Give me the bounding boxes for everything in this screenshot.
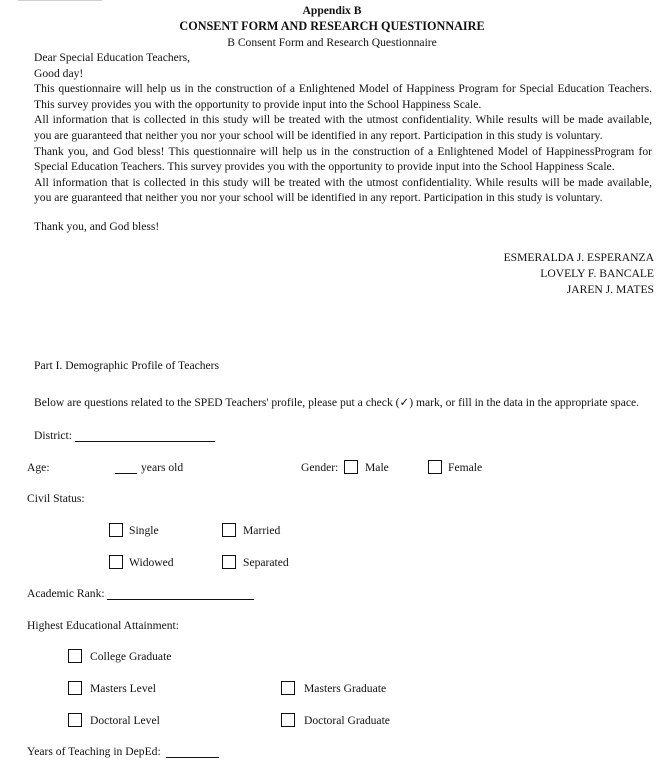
gender-label: Gender: [301,461,339,474]
edu-masters-graduate-label: Masters Graduate [304,682,387,695]
civil-single-label: Single [129,524,159,537]
edu-doctoral-level-checkbox[interactable] [68,713,82,727]
gender-male-checkbox[interactable] [344,460,358,474]
edu-doctoral-graduate-checkbox[interactable] [281,713,295,727]
edu-doctoral-graduate-label: Doctoral Graduate [304,714,390,727]
signatory-2: LOVELY F. BANCALE [540,267,654,280]
letter-line: This questionnaire will help us in the construction of a Enlightened Model of Happiness Program for Special Education Teachers. [34,82,652,96]
signatory-3: JAREN J. MATES [566,283,654,296]
closing: Thank you, and God bless! [34,220,160,233]
years-teaching-field[interactable] [166,746,219,758]
edu-doctoral-level-label: Doctoral Level [90,714,160,727]
signatory-1: ESMERALDA J. ESPERANZA [503,251,654,264]
header-rule [18,0,102,1]
edu-masters-graduate-checkbox[interactable] [281,681,295,695]
civil-separated-checkbox[interactable] [222,555,236,569]
gender-male-label: Male [365,461,389,474]
district-label: District: [34,429,72,442]
letter-line: Thank you, and God bless! This questionnaire will help us in the construction of a Enlightened Model of HappinessProgram for [34,144,652,158]
document-subtitle: B Consent Form and Research Questionnaire [227,36,437,49]
salutation: Dear Special Education Teachers, [34,51,191,64]
district-field[interactable] [75,430,215,442]
edu-masters-level-checkbox[interactable] [68,681,82,695]
appendix-label: Appendix B [302,4,362,17]
education-label: Highest Educational Attainment: [27,619,179,632]
letter-line: All information that is collected in this study will be treated with the utmost confidentiality. While results will be made available, [34,175,652,189]
age-suffix: years old [141,461,184,474]
academic-rank-field[interactable] [107,588,254,600]
letter-line: you are guaranteed that neither you nor your school will be identified in any report. Participation in this study is voluntary. [34,191,603,205]
document-title: CONSENT FORM AND RESEARCH QUESTIONNAIRE [179,19,485,33]
civil-married-label: Married [243,524,281,537]
edu-college-graduate-label: College Graduate [90,650,172,663]
gender-female-label: Female [448,461,483,474]
part1-title: Part I. Demographic Profile of Teachers [34,359,220,372]
gender-female-checkbox[interactable] [428,460,442,474]
civil-married-checkbox[interactable] [222,523,236,537]
letter-line: This survey provides you with the opportunity to provide input into the School Happiness Scale. [34,97,482,111]
civil-widowed-label: Widowed [129,556,174,569]
edu-masters-level-label: Masters Level [90,682,156,695]
consent-letter [34,50,652,206]
part1-instructions: Below are questions related to the SPED Teachers' profile, please put a check (✓) mark, or fill in the data in the appropriate space. [34,396,640,409]
letter-line: you are guaranteed that neither you nor your school will be identified in any report. Participation in this study is voluntary. [34,128,603,142]
civil-widowed-checkbox[interactable] [109,555,123,569]
academic-rank-label: Academic Rank: [27,587,105,600]
greeting: Good day! [34,66,84,80]
age-field[interactable] [115,462,137,474]
civil-status-label: Civil Status: [27,492,85,505]
letter-line: All information that is collected in this study will be treated with the utmost confidentiality. While results will be made available, [34,113,652,127]
civil-separated-label: Separated [243,556,289,569]
years-teaching-label: Years of Teaching in DepEd: [27,745,161,758]
edu-college-graduate-checkbox[interactable] [68,649,82,663]
civil-single-checkbox[interactable] [109,523,123,537]
letter-line: Special Education Teachers. This survey provides you with the opportunity to provide input into the School Happiness Scale. [34,160,615,174]
age-label: Age: [27,461,50,474]
